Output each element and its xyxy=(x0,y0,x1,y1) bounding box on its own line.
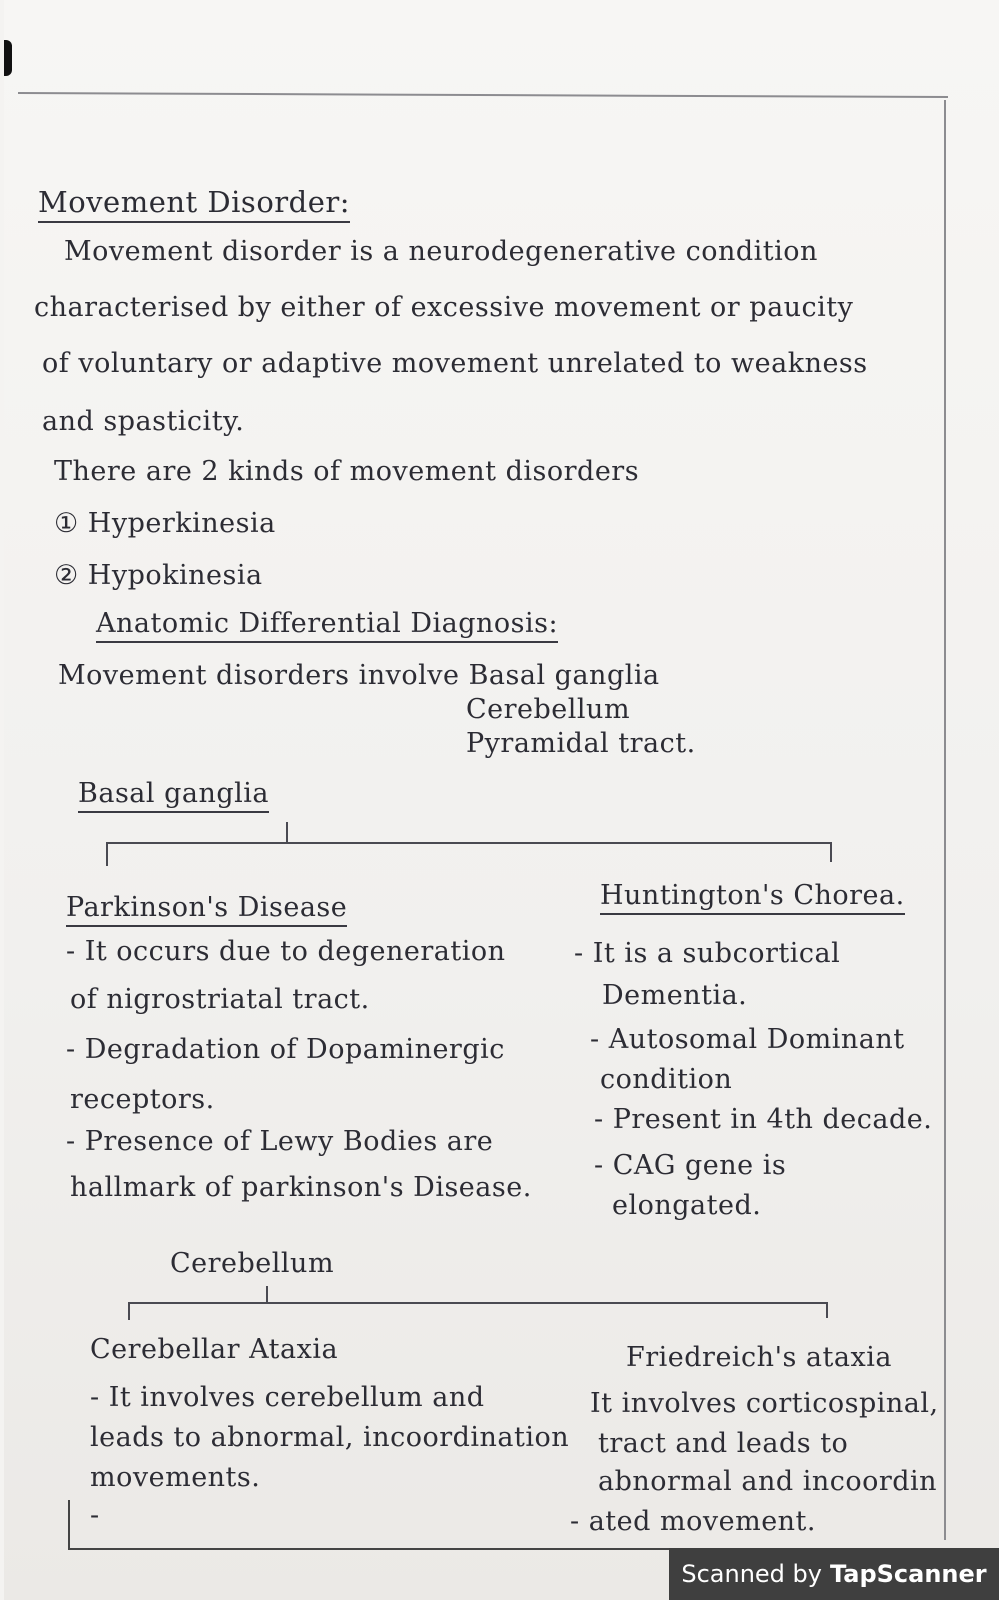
watermark-prefix: Scanned by xyxy=(681,1560,822,1588)
cerebellar-ataxia-line-4: - xyxy=(90,1500,100,1531)
basal-ganglia-heading-text: Basal ganglia xyxy=(78,778,269,813)
friedreichs-line-1: It involves corticospinal, xyxy=(590,1388,939,1419)
basal-ganglia-branch-stem xyxy=(286,822,288,842)
basal-ganglia-branch-left xyxy=(106,842,108,866)
scan-edge-mark xyxy=(4,40,12,76)
cerebellar-ataxia-line-2: leads to abnormal, incoordination xyxy=(90,1422,570,1453)
cerebellar-ataxia-line-3: movements. xyxy=(90,1462,261,1493)
cerebellum-heading: Cerebellum xyxy=(170,1248,335,1279)
basal-ganglia-branch-right xyxy=(830,842,832,862)
basal-ganglia-branch-bar xyxy=(106,842,832,844)
parkinsons-line-2: of nigrostriatal tract. xyxy=(70,984,370,1015)
involve-line: Movement disorders involve Basal ganglia xyxy=(58,660,660,691)
friedreichs-line-4: - ated movement. xyxy=(570,1506,816,1537)
tapscanner-watermark xyxy=(669,1548,999,1600)
watermark-brand: TapScanner xyxy=(829,1560,987,1588)
huntingtons-line-1: - It is a subcortical xyxy=(574,938,841,969)
parkinsons-line-6: hallmark of parkinson's Disease. xyxy=(70,1172,532,1203)
cerebellum-branch-right xyxy=(826,1302,828,1318)
parkinsons-line-4: receptors. xyxy=(70,1084,215,1115)
huntingtons-line-4: condition xyxy=(600,1064,733,1095)
huntingtons-heading xyxy=(600,880,905,912)
huntingtons-line-2: Dementia. xyxy=(602,980,748,1011)
friedreichs-heading: Friedreich's ataxia xyxy=(626,1342,892,1373)
scanned-notebook-page xyxy=(4,0,999,1600)
page-border-bottom xyxy=(70,1548,670,1550)
page-border-right xyxy=(944,100,946,1540)
parkinsons-line-3: - Degradation of Dopaminergic xyxy=(66,1034,505,1065)
kind-item-2: ② Hypokinesia xyxy=(54,560,263,591)
intro-line-2: characterised by either of excessive movement or paucity xyxy=(34,292,854,323)
kind-item-1: ① Hyperkinesia xyxy=(54,508,276,539)
cerebellum-branch-left xyxy=(128,1302,130,1320)
cerebellar-ataxia-heading: Cerebellar Ataxia xyxy=(90,1334,339,1365)
intro-line-1: Movement disorder is a neurodegenerative condition xyxy=(64,236,818,267)
page-border-left xyxy=(68,1500,70,1550)
parkinsons-heading xyxy=(66,892,347,924)
cerebellum-branch-bar xyxy=(128,1302,828,1304)
intro-line-3: of voluntary or adaptive movement unrelated to weakness xyxy=(42,348,868,379)
page-title-text: Movement Disorder: xyxy=(38,185,350,223)
friedreichs-line-2: tract and leads to xyxy=(598,1428,849,1459)
kinds-line: There are 2 kinds of movement disorders xyxy=(54,456,640,487)
intro-line-4: and spasticity. xyxy=(42,406,245,437)
huntingtons-line-6: - CAG gene is xyxy=(594,1150,787,1181)
huntingtons-line-5: - Present in 4th decade. xyxy=(594,1104,933,1135)
differential-heading xyxy=(96,608,558,640)
page-title xyxy=(38,186,350,218)
basal-ganglia-heading xyxy=(78,778,269,810)
parkinsons-line-5: - Presence of Lewy Bodies are xyxy=(66,1126,494,1157)
page-border-top xyxy=(18,92,948,98)
huntingtons-line-3: - Autosomal Dominant xyxy=(590,1024,905,1055)
cerebellar-ataxia-line-1: - It involves cerebellum and xyxy=(90,1382,485,1413)
involve-item-pyramidal: Pyramidal tract. xyxy=(466,728,696,759)
involve-item-cerebellum: Cerebellum xyxy=(466,694,631,725)
friedreichs-line-3: abnormal and incoordin xyxy=(598,1466,938,1497)
huntingtons-line-7: elongated. xyxy=(612,1190,762,1221)
huntingtons-heading-text: Huntington's Chorea. xyxy=(600,880,905,915)
differential-heading-text: Anatomic Differential Diagnosis: xyxy=(96,608,558,643)
parkinsons-heading-text: Parkinson's Disease xyxy=(66,892,347,927)
parkinsons-line-1: - It occurs due to degeneration xyxy=(66,936,506,967)
